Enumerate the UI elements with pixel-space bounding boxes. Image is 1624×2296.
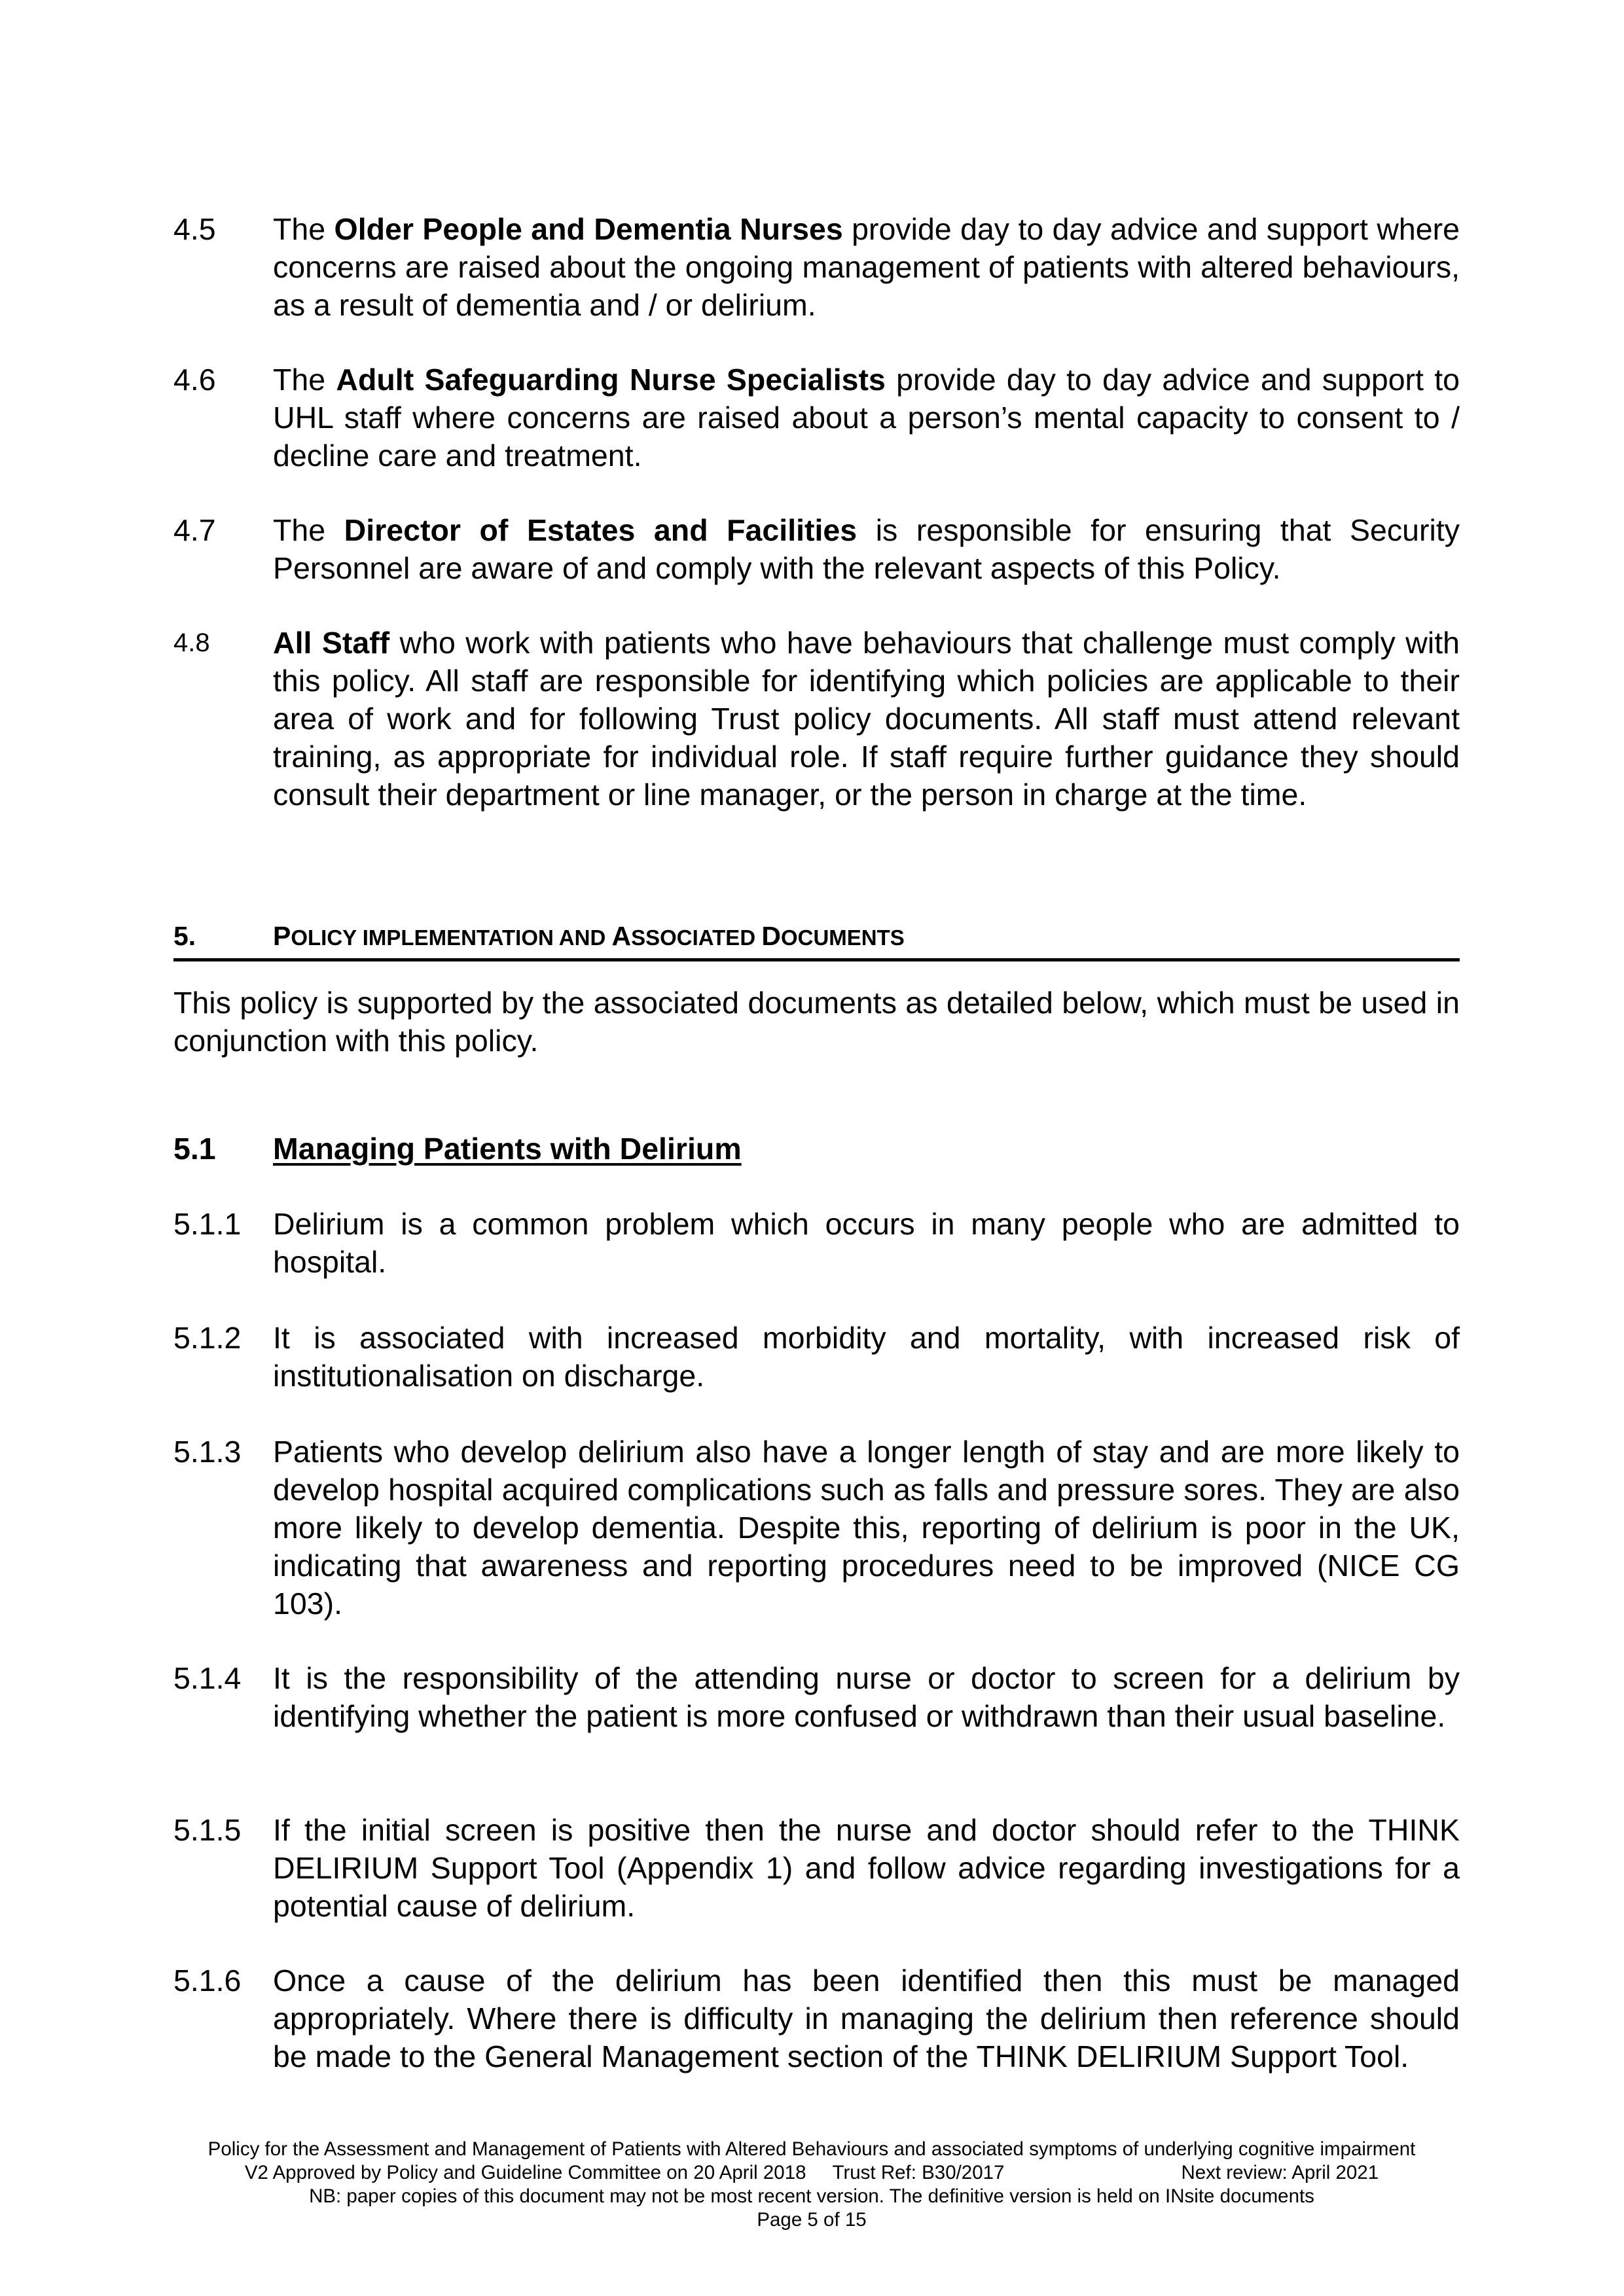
footer-approval-line	[79, 2161, 1545, 2185]
section-5-1-heading	[173, 1130, 742, 1168]
page-footer	[79, 2138, 1545, 2232]
section-text: The Older People and Dementia Nurses provide day to day advice and support where concerns are raised about the ongoing management of patients with altered behaviours, as a result of dementia and / or delirium.	[273, 212, 1460, 322]
section-number: 5.1.1	[173, 1207, 242, 1241]
section-text: It is the responsibility of the attending nurse or doctor to screen for a delirium by identifying whether the patient is more confused or withdrawn than their usual baseline.	[273, 1661, 1460, 1733]
section-5-1-6	[173, 1962, 1460, 2075]
section-number: 5.1.4	[173, 1661, 242, 1695]
section-5-1-2	[173, 1319, 1460, 1395]
section-number: 4.7	[173, 513, 216, 547]
section-number: 5.1.2	[173, 1321, 242, 1355]
section-number: 4.5	[173, 212, 216, 246]
section-title: POLICY IMPLEMENTATION AND ASSOCIATED DOCUMENTS	[273, 921, 905, 951]
section-5-1-1	[173, 1205, 1460, 1281]
role-name: Adult Safeguarding Nurse Specialists	[336, 363, 886, 397]
section-number: 4.6	[173, 363, 216, 397]
section-text: Delirium is a common problem which occurs in many people who are admitted to hospital.	[273, 1207, 1460, 1279]
section-number: 5.1	[173, 1132, 216, 1166]
section-text: The Director of Estates and Facilities is responsible for ensuring that Security Personnel are aware of and comply with the relevant aspects of this Policy.	[273, 513, 1460, 585]
section-number: 5.1.6	[173, 1964, 242, 1998]
section-5-1-4	[173, 1659, 1460, 1735]
section-5-heading	[173, 921, 1460, 961]
role-name: Director of Estates and Facilities	[344, 513, 857, 547]
section-number: 5.	[173, 921, 196, 951]
section-text: It is associated with increased morbidity and mortality, with increased risk of institutionalisation on discharge.	[273, 1321, 1460, 1393]
footer-title: Policy for the Assessment and Management of Patients with Altered Behaviours and associated symptoms of underlying cognitive impairment	[208, 2138, 1416, 2160]
footer-approval: V2 Approved by Policy and Guideline Committee on 20 April 2018	[244, 2162, 806, 2183]
section-4-8	[173, 624, 1460, 814]
section-text: Patients who develop delirium also have a longer length of stay and are more likely to develop hospital acquired complications such as falls and pressure sores. They are also more likely to develop dementia. Despite this, reporting of delirium is poor in the UK, indicating that awareness and reporting procedures need to be improved (NICE CG 103).	[273, 1435, 1460, 1621]
section-title: Managing Patients with Delirium	[273, 1132, 742, 1166]
role-name: All Staff	[273, 626, 390, 660]
page-number: Page 5 of 15	[757, 2209, 867, 2231]
footer-trust-ref: Trust Ref: B30/2017	[832, 2162, 1005, 2183]
section-4-5	[173, 210, 1460, 324]
section-number: 5.1.5	[173, 1813, 242, 1847]
section-text: All Staff who work with patients who have behaviours that challenge must comply with this policy. All staff are responsible for identifying which policies are applicable to their area of work and for following Trust policy documents. All staff must attend relevant training, as appropriate for individual role. If staff require further guidance they should consult their department or line manager, or the person in charge at the time.	[273, 626, 1460, 812]
section-text: Once a cause of the delirium has been identified then this must be managed appropriately. Where there is difficulty in managing the delirium then reference should be made to the General Management section of the THINK DELIRIUM Support Tool.	[273, 1964, 1460, 2073]
section-number: 5.1.3	[173, 1435, 242, 1469]
role-name: Older People and Dementia Nurses	[334, 212, 843, 246]
section-5-1-5	[173, 1811, 1460, 1925]
section-5-1-3	[173, 1433, 1460, 1623]
section-5-intro: This policy is supported by the associated documents as detailed below, which must be used in conjunction with this policy.	[173, 986, 1460, 1058]
section-4-6	[173, 361, 1460, 475]
footer-next-review: Next review: April 2021	[1181, 2162, 1379, 2183]
section-number: 4.8	[173, 628, 210, 657]
section-text: If the initial screen is positive then the nurse and doctor should refer to the THINK DELIRIUM Support Tool (Appendix 1) and follow advice regarding investigations for a potential cause of delirium.	[273, 1813, 1460, 1923]
section-4-7	[173, 511, 1460, 587]
footer-note: NB: paper copies of this document may not be most recent version. The definitive version is held on INsite documents	[309, 2185, 1314, 2207]
section-text: The Adult Safeguarding Nurse Specialists provide day to day advice and support to UHL staff where concerns are raised about a person’s mental capacity to consent to / decline care and treatment.	[273, 363, 1460, 473]
